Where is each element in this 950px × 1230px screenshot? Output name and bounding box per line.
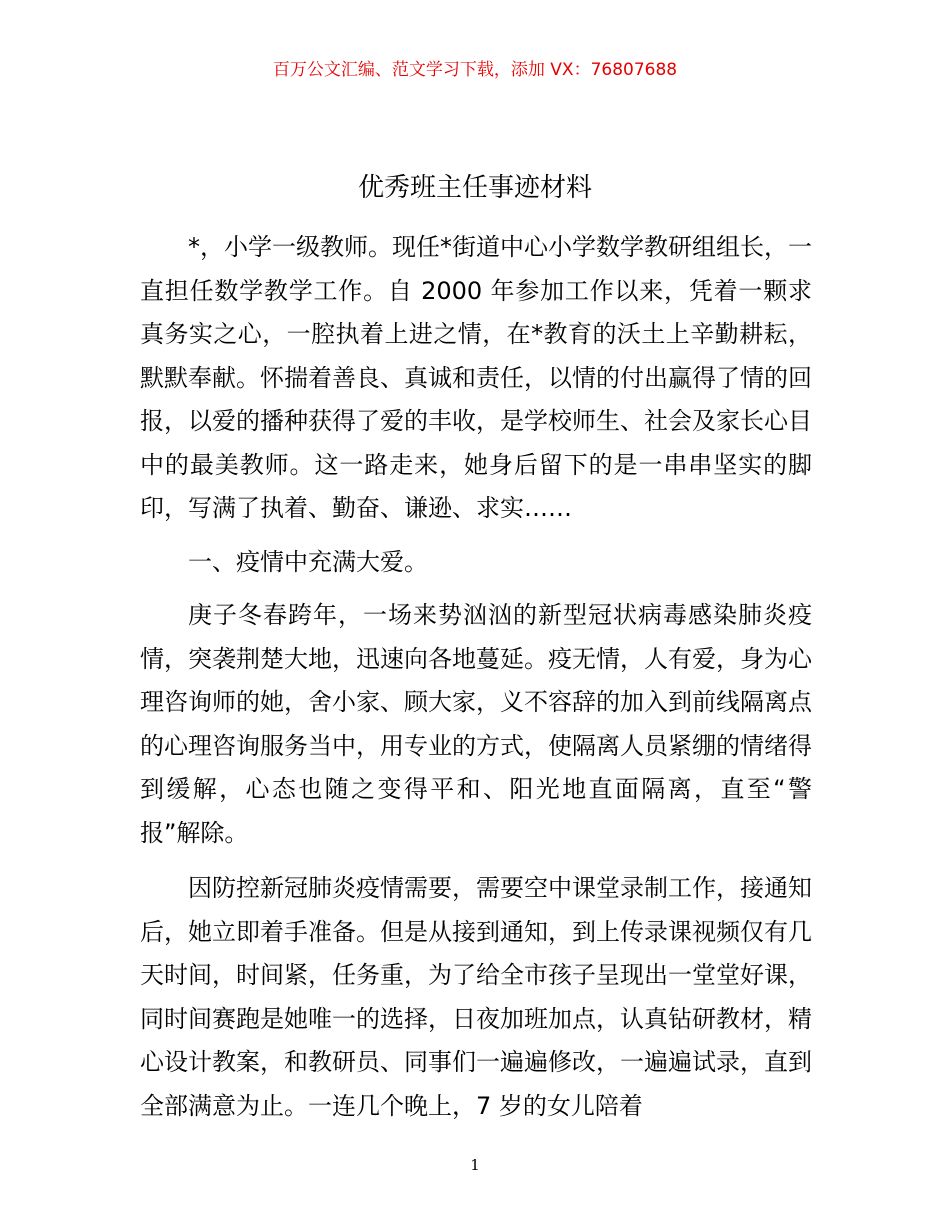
online-class-paragraph: 因防控新冠肺炎疫情需要，需要空中课堂录制工作，接通知后，她立即着手准备。但是从接到通知，到上传录课视频仅有几天时间，时间紧，任务重，为了给全市孩子呈现出一堂堂好课，同时间赛跑是她唯一的选择，日夜加班加点，认真钻研教材，精心设计教案，和教研员、同事们一遍遍修改，一遍遍试录，直到全部满意为止。一连几个晚上，7 岁的女儿陪着 xyxy=(140,874,812,1120)
page-number: 1 xyxy=(470,1156,480,1174)
section-heading: 一、疫情中充满大爱。 xyxy=(188,547,428,576)
document-body xyxy=(140,226,812,1128)
document-title: 优秀班主任事迹材料 xyxy=(357,173,592,203)
epidemic-paragraph: 庚子冬春跨年，一场来势汹汹的新型冠状病毒感染肺炎疫情，突袭荆楚大地，迅速向各地蔓延。疫无情，人有爱，身为心理咨询师的她，舍小家、顾大家，义不容辞的加入到前线隔离点的心理咨询服务当中，用专业的方式，使隔离人员紧绷的情绪得到缓解，心态也随之变得平和、阳光地直面隔离，直至“警报”解除。 xyxy=(140,601,812,847)
header-download-note: 百万公文汇编、范文学习下载，添加 VX：76807688 xyxy=(272,60,678,80)
intro-paragraph: *，小学一级教师。现任*街道中心小学数学教研组组长，一直担任数学教学工作。自 2000 年参加工作以来，凭着一颗求真务实之心，一腔执着上进之情，在*教育的沃土上辛勤耕耘，默默奉献。怀揣着善良、真诚和责任，以情的付出赢得了情的回报，以爱的播种获得了爱的丰收，是学校师生、社会及家长心目中的最美教师。这一路走来，她身后留下的是一串串坚实的脚印，写满了执着、勤奋、谦逊、求实…… xyxy=(140,233,812,522)
